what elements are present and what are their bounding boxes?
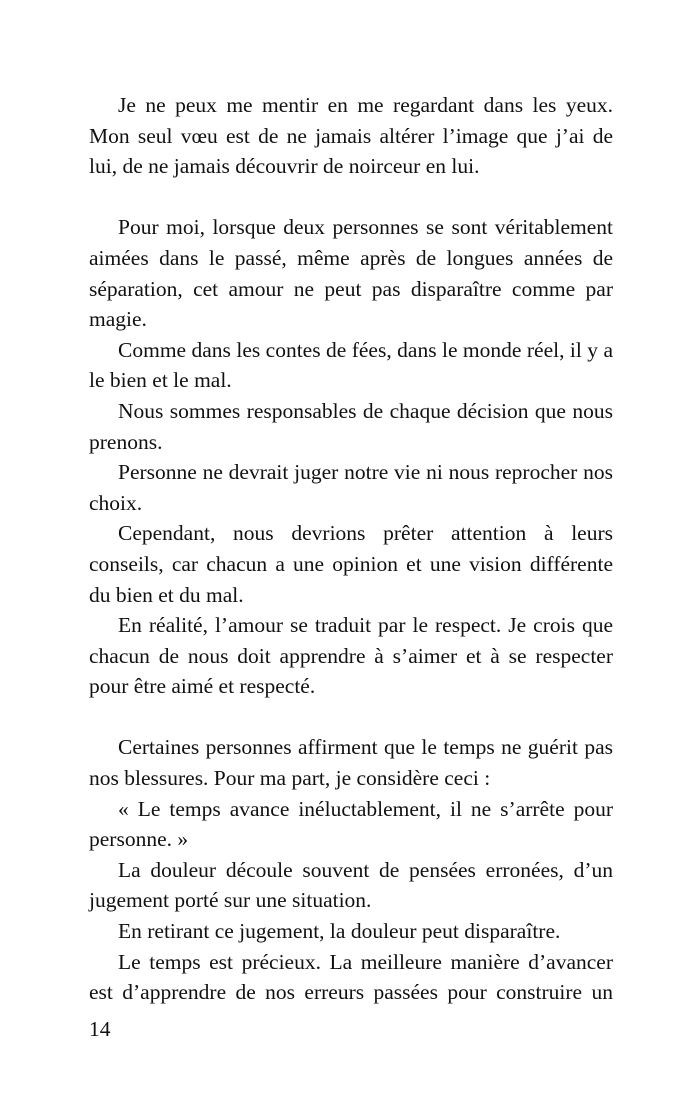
quote-paragraph: « Le temps avance inéluctablement, il ne s’arrête pour personne. »	[89, 796, 613, 852]
paragraph: Cependant, nous devrions prêter attention à leurs conseils, car chacun a une opinion et une vision différente du bien et du mal.	[89, 521, 613, 607]
paragraph: Je ne peux me mentir en me regardant dans les yeux. Mon seul vœu est de ne jamais altérer l’image que j’ai de lui, de ne jamais découvrir de noirceur en lui.	[89, 93, 613, 179]
paragraph: En retirant ce jugement, la douleur peut disparaître.	[118, 919, 561, 944]
page-number: 14	[89, 1017, 111, 1041]
paragraph: Personne ne devrait juger notre vie ni nous reprocher nos choix.	[89, 460, 613, 515]
paragraph: Certaines personnes affirment que le temps ne guérit pas nos blessures. Pour ma part, je considère ceci :	[89, 735, 613, 791]
paragraph: Pour moi, lorsque deux personnes se sont véritablement aimées dans le passé, même après de longues années de séparation, cet amour ne peut pas disparaître comme par magie.	[89, 215, 613, 332]
paragraph: Nous sommes responsables de chaque décision que nous prenons.	[89, 398, 613, 454]
paragraph: En réalité, l’amour se traduit par le respect. Je crois que chacun de nous doit apprendre à s’aimer et à se respecter pour être aimé et respecté.	[89, 613, 613, 699]
paragraph: La douleur découle souvent de pensées erronées, d’un jugement porté sur une situation.	[89, 857, 613, 913]
body-text	[89, 90, 613, 1008]
paragraph: Comme dans les contes de fées, dans le monde réel, il y a le bien et le mal.	[89, 337, 613, 393]
paragraph: Le temps est précieux. La meilleure manière d’avancer est d’apprendre de nos erreurs passées pour construire un	[89, 949, 613, 1005]
